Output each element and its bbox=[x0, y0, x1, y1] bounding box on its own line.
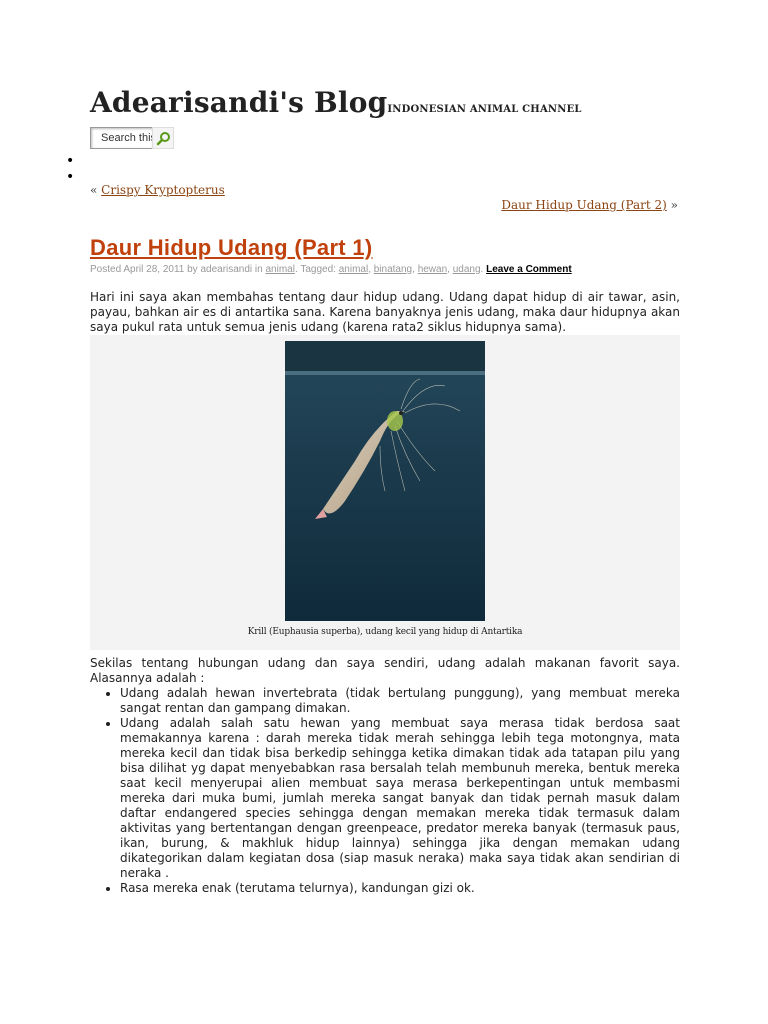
intro-paragraph: Hari ini saya akan membahas tentang daur hidup udang. Udang dapat hidup di air tawar, asin, payau, bahkan air es di antartika sana. Karena banyaknya jenis udang, maka daur hidupnya akan saya pukul rata untuk semua jenis udang (karena rata2 siklus hidupnya sama). bbox=[90, 290, 680, 334]
prev-prefix: « bbox=[90, 183, 102, 197]
tag-link[interactable]: animal bbox=[338, 264, 369, 275]
search-input[interactable] bbox=[90, 127, 152, 149]
post-content bbox=[90, 290, 680, 896]
previous-post-link[interactable]: Crispy Kryptopterus bbox=[101, 183, 225, 197]
post-title[interactable]: Daur Hidup Udang (Part 1) bbox=[90, 235, 373, 260]
list-item: • Udang adalah salah satu hewan yang membuat saya merasa tidak berdosa saat memakannya karena : darah mereka tidak merah sehingga lebih tega motongnya, mata mereka kecil dan tidak bisa berkedip sehingga ketika dimakan tidak ada tatapan pilu yang bisa dilihat yg dapat menyebabkan rasa bersalah telah membunuh mereka, bentuk mereka saat kecil menyerupai alien membuat saya merasa berkepentingan untuk membasmi mereka dari muka bumi, jumlah mereka sangat banyak dan tidak pernah masuk dalam daftar endangered species sehingga dengan memakan mereka tidak termasuk dalam aktivitas yang bertentangan dengan greenpeace, predator mereka banyak (termasuk paus, ikan, burung, & makhluk hidup lainnya) sehingga jika dengan memakan udang dikategorikan dalam kegiatan dosa (siap masuk neraka) maka saya tidak akan sendirian di neraka . bbox=[120, 716, 680, 881]
next-post-nav bbox=[501, 198, 678, 212]
list-item: • Rasa mereka enak (terutama telurnya), kandungan gizi ok. bbox=[120, 881, 680, 896]
tag-link[interactable]: udang bbox=[452, 264, 481, 275]
site-title[interactable]: Adearisandi's Blog bbox=[90, 86, 388, 119]
leave-comment-link[interactable]: Leave a Comment bbox=[486, 264, 572, 275]
search-form bbox=[90, 127, 174, 149]
category-link[interactable]: animal bbox=[265, 264, 295, 275]
site-header bbox=[90, 86, 582, 119]
tag-link[interactable]: hewan bbox=[417, 264, 448, 275]
meta-by: by adearisandi in bbox=[184, 264, 266, 275]
search-button[interactable] bbox=[152, 127, 174, 149]
image-figure bbox=[90, 335, 680, 650]
list-item: • Udang adalah hewan invertebrata (tidak bertulang punggung), yang membuat mereka sangat rentan dan gampang dimakan. bbox=[120, 686, 680, 716]
next-suffix: » bbox=[666, 198, 678, 212]
next-post-link[interactable]: Daur Hidup Udang (Part 2) bbox=[501, 198, 667, 212]
krill-photo bbox=[285, 341, 485, 621]
second-paragraph: Sekilas tentang hubungan udang dan saya sendiri, udang adalah makanan favorit saya. Alasannya adalah : bbox=[90, 656, 680, 685]
post-meta: Posted April 28, 2011 by adearisandi in animal. Tagged: animal, binatang, hewan, udang. Leave a Comment bbox=[90, 264, 572, 275]
meta-tagged: . Tagged: bbox=[294, 264, 339, 275]
tag-link[interactable]: binatang bbox=[373, 264, 413, 275]
reasons-list bbox=[90, 686, 680, 896]
magnifier-icon bbox=[156, 131, 171, 146]
meta-posted: Posted bbox=[90, 264, 124, 275]
image-caption: Krill (Euphausia superba), udang kecil yang hidup di Antartika bbox=[247, 627, 523, 637]
site-description: INDONESIAN ANIMAL CHANNEL bbox=[387, 104, 582, 115]
previous-post-nav bbox=[90, 183, 225, 197]
meta-date: April 28, 2011 bbox=[123, 264, 185, 275]
